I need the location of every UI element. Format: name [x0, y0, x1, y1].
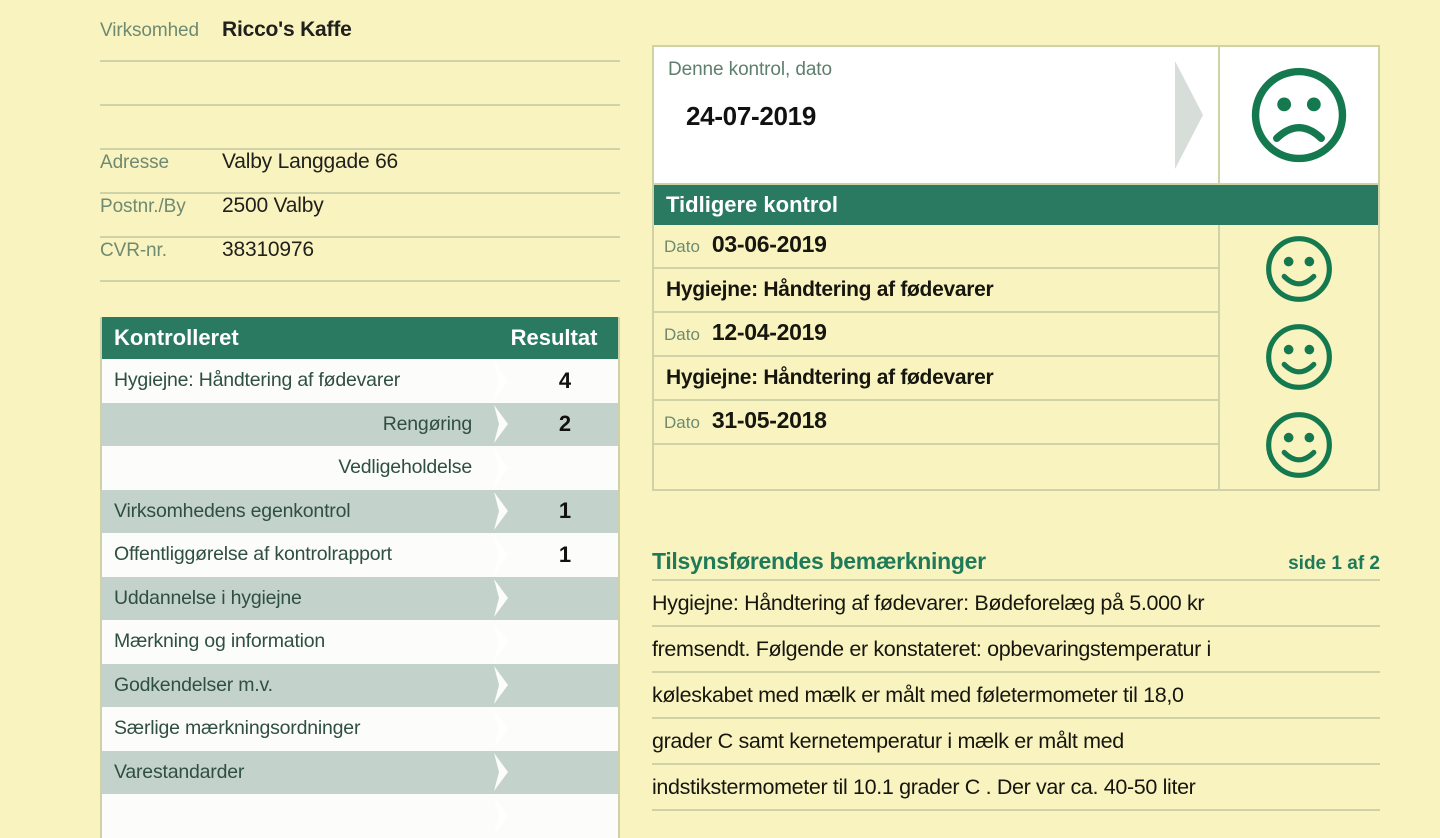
control-row-label: Virksomhedens egenkontrol: [114, 499, 351, 522]
zip-city-value: 2500 Valby: [222, 194, 324, 217]
company-info-block: [100, 18, 620, 282]
control-table-row: [102, 490, 618, 534]
remarks-lines: [652, 581, 1380, 811]
control-table: [100, 317, 620, 838]
company-name-value: Ricco's Kaffe: [222, 18, 352, 41]
previous-control-date-row: [654, 401, 1218, 445]
happy-smiley-icon: [1262, 408, 1336, 482]
control-row-label: Offentliggørelse af kontrolrapport: [114, 543, 392, 566]
zip-city-row: [100, 194, 620, 238]
happy-smiley-icon: [1262, 320, 1336, 394]
address-label: Adresse: [100, 152, 170, 173]
control-history-block: [652, 45, 1380, 491]
previous-control-smiley: [1220, 313, 1378, 401]
previous-control-date-row: [654, 225, 1218, 269]
company-name-label: Virksomhed: [100, 20, 199, 41]
control-row-label: Vedligeholdelse: [338, 456, 472, 479]
control-table-row: [102, 751, 618, 795]
previous-control-smiley-column: [1218, 225, 1378, 489]
remark-line: Hygiejne: Håndtering af fødevarer: Bødeforelæg på 5.000 kr: [652, 581, 1380, 627]
row-chevron-icon: [490, 402, 512, 446]
address-value: Valby Langgade 66: [222, 150, 399, 173]
control-table-row: [102, 446, 618, 490]
cvr-value: 38310976: [222, 238, 314, 261]
control-table-header-left: Kontrolleret: [114, 325, 239, 350]
current-control-caption: Denne kontrol, dato: [668, 59, 832, 80]
current-control-box: [652, 45, 1380, 185]
previous-control-date-label: Dato: [664, 325, 700, 344]
remark-line: køleskabet med mælk er målt med føletermometer til 18,0: [652, 673, 1380, 719]
remarks-page-info: side 1 af 2: [1288, 553, 1380, 574]
cvr-label: CVR-nr.: [100, 240, 167, 261]
previous-control-smiley: [1220, 225, 1378, 313]
row-chevron-icon: [490, 446, 512, 490]
company-name-row: [100, 18, 620, 62]
row-chevron-icon: [490, 707, 512, 751]
control-table-row: [102, 707, 618, 751]
control-row-value: 4: [558, 367, 572, 393]
remark-line: fremsendt. Følgende er konstateret: opbevaringstemperatur i: [652, 627, 1380, 673]
row-chevron-icon: [490, 750, 512, 794]
control-table-row: [102, 577, 618, 621]
control-row-label: Mærkning og information: [114, 630, 326, 653]
previous-control-date-value: 12-04-2019: [711, 319, 827, 345]
control-row-label: Uddannelse i hygiejne: [114, 586, 302, 609]
control-row-label: Særlige mærkningsordninger: [114, 717, 361, 740]
previous-control-topic-row: Hygiejne: Håndtering af fødevarer: [654, 357, 1218, 401]
control-table-row: [102, 403, 618, 447]
sad-smiley-icon: [1246, 62, 1352, 168]
row-chevron-icon: [490, 359, 512, 403]
previous-control-rows: [654, 225, 1218, 489]
company-blank-row-1: [100, 62, 620, 106]
previous-control-smiley: [1220, 401, 1378, 489]
row-chevron-icon: [490, 620, 512, 664]
control-table-header-right: Resultat: [510, 325, 598, 350]
control-table-header: [102, 317, 618, 359]
company-blank-row-2: [100, 106, 620, 150]
control-row-value: 2: [558, 411, 572, 437]
address-row: [100, 150, 620, 194]
previous-control-date-value: 03-06-2019: [711, 231, 827, 257]
control-row-label: Varestandarder: [114, 760, 245, 783]
control-table-row: [102, 620, 618, 664]
row-chevron-icon: [490, 533, 512, 577]
control-row-label: Rengøring: [382, 412, 472, 435]
row-chevron-icon: [490, 663, 512, 707]
previous-control-topic-row: Hygiejne: Håndtering af fødevarer: [654, 269, 1218, 313]
control-row-label: Hygiejne: Håndtering af fødevarer: [114, 369, 401, 392]
control-row-label: Godkendelser m.v.: [114, 673, 273, 696]
remarks-title: Tilsynsførendes bemærkninger: [652, 548, 986, 574]
row-chevron-icon: [490, 576, 512, 620]
control-table-body: [102, 359, 618, 838]
previous-control-date-label: Dato: [664, 413, 700, 432]
control-table-row: [102, 359, 618, 403]
remark-line: indstikstermometer til 10.1 grader C . Der var ca. 40-50 liter: [652, 765, 1380, 811]
row-chevron-icon: [490, 489, 512, 533]
control-table-row: [102, 794, 618, 838]
control-table-row: [102, 533, 618, 577]
current-control-smiley: [1218, 47, 1378, 183]
previous-control-header: Tidligere kontrol: [652, 185, 1380, 225]
previous-control-date-value: 31-05-2018: [711, 407, 827, 433]
remarks-header: [652, 548, 1380, 581]
previous-control-body: [652, 225, 1380, 491]
previous-control-date-row: [654, 313, 1218, 357]
control-table-row: [102, 664, 618, 708]
happy-smiley-icon: [1262, 232, 1336, 306]
control-row-value: 1: [558, 498, 572, 524]
zip-city-label: Postnr./By: [100, 196, 186, 217]
control-row-value: 1: [558, 541, 572, 567]
current-control-details: [654, 47, 1218, 183]
previous-control-date-label: Dato: [664, 237, 700, 256]
row-chevron-icon: [490, 794, 512, 838]
cvr-row: [100, 238, 620, 282]
remark-line: grader C samt kernetemperatur i mælk er målt med: [652, 719, 1380, 765]
current-control-date: 24-07-2019: [686, 101, 816, 131]
remarks-block: [652, 548, 1380, 811]
current-control-arrow-icon: [1158, 47, 1218, 183]
previous-control-topic-row: [654, 445, 1218, 489]
